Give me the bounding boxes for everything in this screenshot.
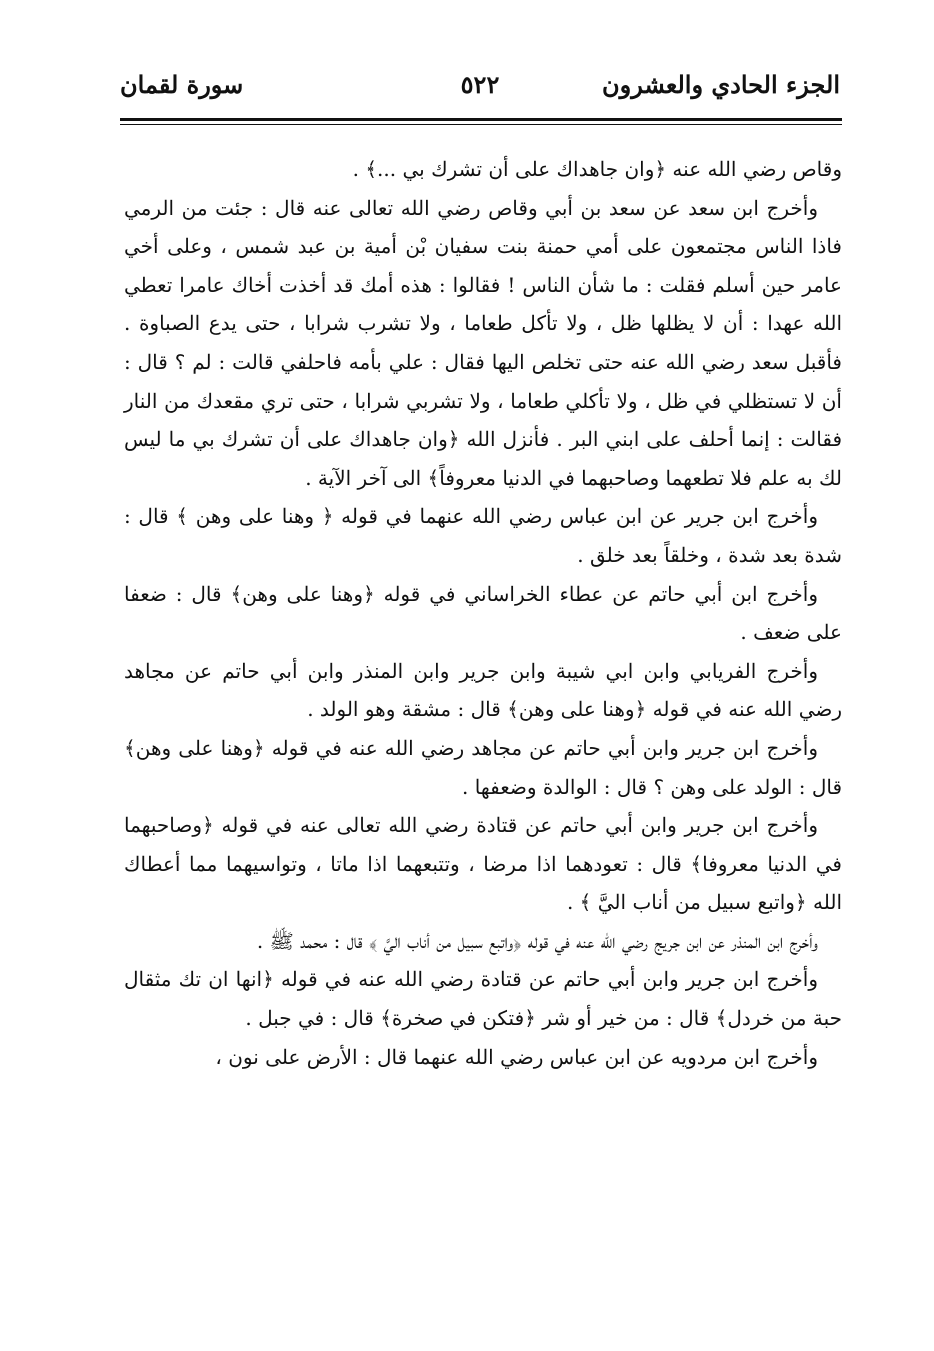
paragraph-mujahid-walid: وأخرج ابن جرير وابن أبي حاتم عن مجاهد رضي الله عنه في قوله ﴿وهنا على وهن﴾ قال : الولد على وهن ؟ قال : الوالدة وضعفها .	[124, 735, 842, 799]
page-body	[124, 150, 842, 1076]
paragraph-ibn-saad: وأخرج ابن سعد عن سعد بن أبي وقاص رضي الله تعالى عنه قال : جئت من الرمي فاذا الناس مجتمعون على أمي حمنة بنت سفيان بْن أمية بن عبد شمس ، وعلى أخي عامر حين أسلم فقلت : ما شأن الناس ! فقالوا : هذه أمك قد أخذت أخاك عامرا تعطي الله عهدا : أن لا يظلها ظل ، ولا تأكل طعاما ، ولا تشرب شرابا ، حتى يدع الصباوة . فأقبل سعد رضي الله عنه حتى تخلص اليها فقال : علي بأمه فاحلفي قالت : لم ؟ قال : أن لا تستظلي في ظل ، ولا تأكلي طعاما ، ولا تشربي شرابا ، حتى تري مقعدك من النار فقالت : إنما أحلف على ابني البر . فأنزل الله ﴿وان جاهداك على أن تشرك بي ما ليس لك به علم فلا تطعهما وصاحبهما في الدنيا معروفاً﴾ الى آخر الآية .	[124, 195, 842, 490]
header-rule-thin	[120, 124, 842, 125]
paragraph-qatada-khardal: وأخرج ابن جرير وابن أبي حاتم عن قتادة رضي الله عنه في قوله ﴿انها ان تك مثقال حبة من خردل﴾ قال : من خير أو شر ﴿فتكن في صخرة﴾ قال : في جبل .	[124, 967, 842, 1031]
running-header	[120, 70, 840, 114]
header-rule-thick	[120, 118, 842, 121]
header-part-title: الجزء الحادي والعشرون	[602, 70, 840, 99]
paragraph-continuation: وقاص رضي الله عنه ﴿وان جاهداك على أن تشرك بي ...﴾ .	[352, 157, 842, 181]
paragraph-ibn-jarir-ibn-abbas: وأخرج ابن جرير عن ابن عباس رضي الله عنهما في قوله ﴿ وهنا على وهن ﴾ قال : شدة بعد شدة ، وخلقاً بعد خلق .	[124, 504, 842, 567]
paragraph-ibn-mardawayh: وأخرج ابن مردويه عن ابن عباس رضي الله عنهما قال : الأرض على نون ،	[215, 1044, 818, 1069]
header-surah-title: سورة لقمان	[120, 70, 244, 99]
paragraph-faryabi-mujahid: وأخرج الفريابي وابن ابي شيبة وابن جرير وابن المنذر وابن أبي حاتم عن مجاهد رضي الله عنه في قوله ﴿وهنا على وهن﴾ قال : مشقة وهو الولد .	[124, 658, 842, 722]
paragraph-qatada-sahibhuma: وأخرج ابن جرير وابن أبي حاتم عن قتادة رضي الله تعالى عنه في قوله ﴿وصاحبهما في الدنيا معروفا﴾ قال : تعودهما اذا مرضا ، وتتبعهما اذا ماتا ، وتواسيهما مما أعطاك الله ﴿واتبع سبيل من أناب اليَّ ﴾ .	[124, 813, 842, 915]
paragraph-ata-khurasani: وأخرج ابن أبي حاتم عن عطاء الخراساني في قوله ﴿وهنا على وهن﴾ قال : ضعفا على ضعف .	[124, 581, 842, 645]
page-number: ٥٢٢	[460, 70, 500, 99]
paragraph-ibn-jurayj: وأخرج ابن المنذر عن ابن جريج رضي الله عنه في قوله ﴿واتبع سبيل من أناب اليَّ ﴾ قال : محمد ﷺ .	[256, 928, 818, 953]
